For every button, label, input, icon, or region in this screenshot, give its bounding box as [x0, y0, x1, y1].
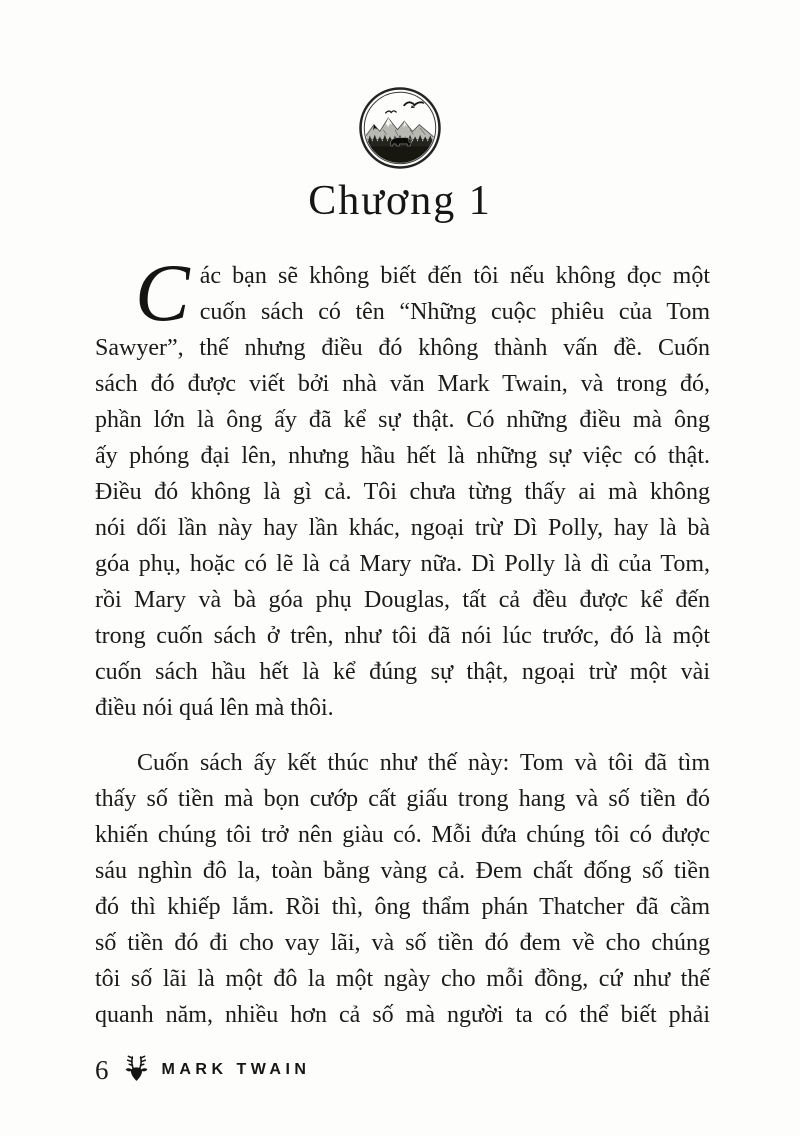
text-line: góa phụ, hoặc có lẽ là cả Mary nữa. Dì Polly là dì của Tom, [95, 551, 710, 577]
page-number: 6 [95, 1055, 109, 1085]
paragraph-2 [95, 745, 710, 1033]
text-line: cuốn sách hầu hết là kể đúng sự thật, ngoại trừ một vài [95, 659, 710, 685]
text-line: phần lớn là ông ấy đã kể sự thật. Có những điều mà ông [95, 407, 710, 433]
text-line: sáu nghìn đô la, toàn bằng vàng cả. Đem chất đống số tiền [95, 858, 710, 884]
paragraph-1 [95, 247, 710, 726]
page-footer [95, 1054, 310, 1086]
text-line: ác bạn sẽ không biết đến tôi nếu không đọc một [199, 263, 710, 289]
text-line: thấy số tiền mà bọn cướp cất giấu trong hang và số tiền đó [95, 786, 710, 812]
text-line: Điều đó không là gì cả. Tôi chưa từng thấy ai mà không [95, 479, 710, 505]
text-line: Cuốn sách ấy kết thúc như thế này: Tom và tôi đã tìm [137, 750, 710, 776]
text-line: quanh năm, nhiều hơn cả số mà người ta có thể biết phải [95, 1002, 710, 1028]
text-line: số tiền đó đi cho vay lãi, và số tiền đó đem về cho chúng [95, 930, 710, 956]
text-line: rồi Mary và bà góa phụ Douglas, tất cả đều được kể đến [95, 587, 710, 613]
text-line: khiến chúng tôi trở nên giàu có. Mỗi đứa chúng tôi có được [95, 822, 710, 848]
text-line: trong cuốn sách ở trên, như tôi đã nói lúc trước, đó là một [95, 623, 710, 649]
mountain-bear-birds-emblem-icon [358, 86, 442, 170]
text-line: cuốn sách có tên “Những cuộc phiêu của Tom [199, 299, 710, 325]
text-line: nói dối lần này hay lần khác, ngoại trừ Dì Polly, hay là bà [95, 515, 710, 541]
stag-head-icon [123, 1054, 150, 1086]
text-line: sách đó được viết bởi nhà văn Mark Twain, và trong đó, [95, 371, 710, 397]
chapter-emblem [0, 0, 800, 170]
body-text [95, 247, 710, 1033]
drop-cap: C [135, 247, 190, 338]
text-line: tôi số lãi là một đô la một ngày cho mỗi đồng, cứ như thế [95, 966, 710, 992]
chapter-title: Chương 1 [308, 178, 492, 224]
author-name: MARK TWAIN [161, 1061, 311, 1078]
text-line: điều nói quá lên mà thôi. [95, 695, 334, 721]
text-line: đó thì khiếp lắm. Rồi thì, ông thẩm phán Thatcher đã cầm [95, 894, 710, 920]
text-line: ấy phóng đại lên, nhưng hầu hết là những sự việc có thật. [95, 443, 710, 469]
text-line: Sawyer”, thế nhưng điều đó không thành vấn đề. Cuốn [95, 335, 710, 361]
